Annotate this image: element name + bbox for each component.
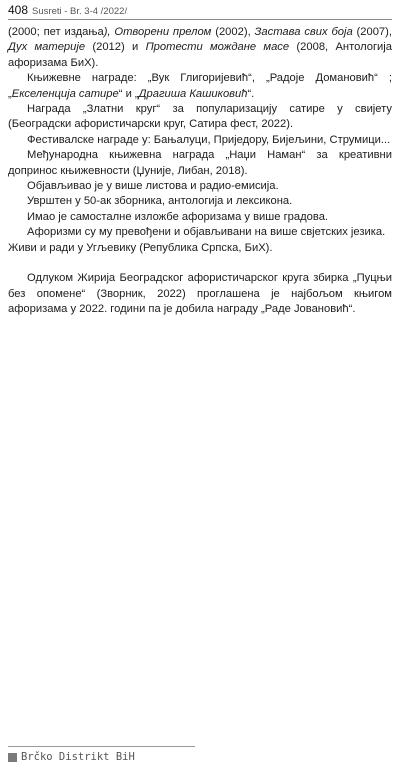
italic-text: Екселенција сатире: [11, 87, 119, 100]
paragraph-exhibitions: Имао је самосталне изложбе афоризама у више градова.: [27, 210, 329, 223]
text-run: (2002),: [211, 26, 255, 38]
paragraph-international-award: Међународна књижевна награда „Наџи Наман“ за креативни допринос књижевности (Џуније, Либан, 2018).: [8, 149, 392, 177]
italic-text: Драгиша Кашиковић: [138, 87, 248, 100]
italic-text: Дух материје: [8, 41, 86, 54]
footer-divider: [8, 746, 195, 747]
paragraph-awards: [8, 71, 392, 102]
italic-text: ), Отворени прелом: [103, 26, 212, 38]
text-run: (2008, Антологија афоризама БиХ).: [8, 41, 392, 69]
paragraph-jury-decision: Одлуком Жирија Београдског афористичарског круга збирка „Пуцњи без опомене“ (Зворник, 2022) проглашена је најбољом књигом афоризама у 2022. години па је добила награду „Раде Јовановић“.: [8, 272, 392, 316]
paragraph-translations: Афоризми су му превођени и објављивани на више свјетских језика.: [27, 226, 386, 239]
article-body: [8, 25, 392, 318]
paragraph-anthologies: Уврштен у 50-ак зборника, антологија и лексикона.: [27, 195, 293, 208]
square-bullet-icon: [8, 753, 17, 762]
page-number: 408: [8, 3, 29, 17]
text-run: (2012) и: [85, 41, 146, 54]
journal-title: Susreti - Br. 3-4 /2022/: [32, 6, 128, 17]
page-footer: [8, 751, 135, 763]
italic-text: Протести мождане масе: [145, 41, 290, 54]
italic-text: Застава свих боја: [254, 26, 353, 38]
footer-label: Brčko Distrikt BiH: [21, 751, 135, 763]
page-header: [8, 3, 392, 20]
text-run: (2000; пет издања: [8, 26, 104, 38]
text-run: Књижевне награде: „Вук Глигоријевић“, „Радоје Домановић“ ; „: [8, 72, 392, 100]
paragraph-festival-awards: Фестивалске награде у: Бањалуци, Приједору, Бијељини, Струмици...: [27, 133, 391, 146]
text-run: (2007),: [352, 26, 392, 38]
paragraph-golden-circle: Награда „Златни круг“ за популаризацију сатире у свијету (Београдски афористичарски круг, Сатира фест, 2022).: [8, 103, 392, 131]
text-run: “ и „: [118, 87, 139, 100]
paragraph-residence: Живи и ради у Угљевику (Република Српска, БиХ).: [8, 241, 273, 254]
paragraph-books: [8, 25, 392, 71]
paragraph-published: Објављивао је у више листова и радио-емисија.: [27, 180, 279, 193]
text-run: “.: [247, 87, 255, 100]
